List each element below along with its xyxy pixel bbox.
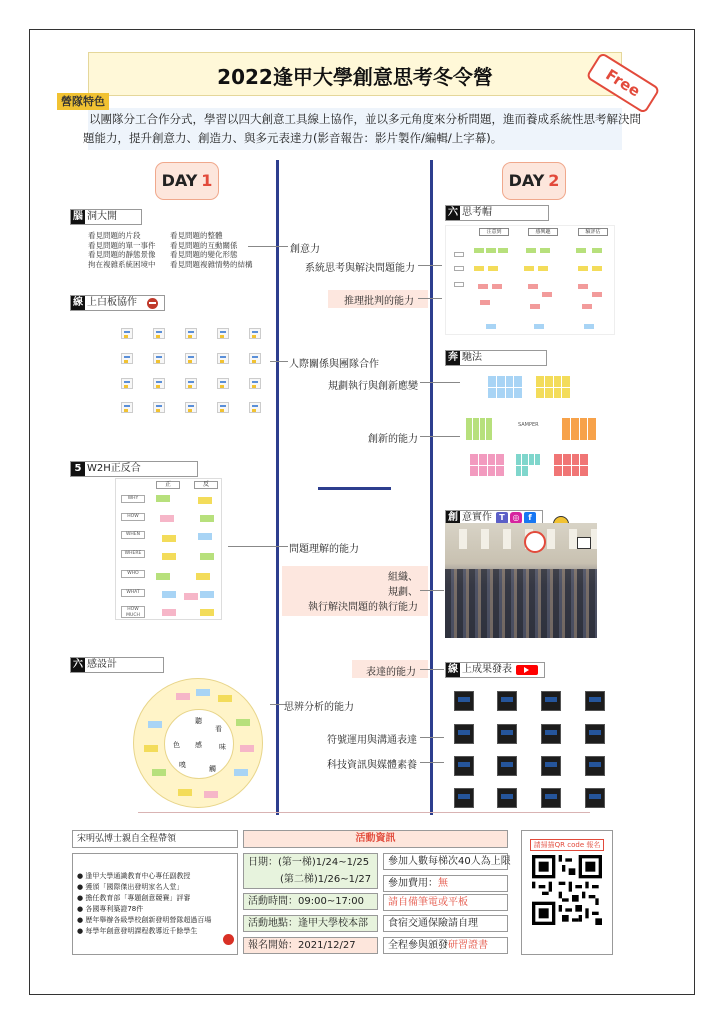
video-thumbnail[interactable] xyxy=(585,691,605,711)
skill-execution-line3: 執行解決問題的執行能力 xyxy=(308,602,418,613)
section-mark: 線 xyxy=(73,297,83,308)
sticky-note xyxy=(480,300,490,305)
connector-line xyxy=(418,265,442,266)
w2h-row-label: WHY xyxy=(121,495,145,503)
connector-line xyxy=(420,382,460,383)
six-senses-mandala xyxy=(133,678,263,808)
brainstorm-list xyxy=(88,231,270,269)
board-thumbnail xyxy=(249,402,261,413)
section-title: 上成果發表 xyxy=(462,664,512,675)
sticky-note xyxy=(156,573,170,580)
connector-line xyxy=(420,762,444,763)
section-mark: 六 xyxy=(448,207,458,218)
credential-text: 逢甲大學通識教育中心專任副教授 xyxy=(85,872,191,880)
video-thumbnail[interactable] xyxy=(585,788,605,808)
sticky-note xyxy=(498,248,508,253)
w2h-row-label: HOW xyxy=(121,513,145,521)
section-mark: 5 xyxy=(71,462,85,476)
fee-value: 無 xyxy=(438,878,448,889)
connector-line xyxy=(420,436,460,437)
section-six-senses xyxy=(70,657,164,673)
activity-certificate xyxy=(383,937,508,954)
video-thumbnail[interactable] xyxy=(541,788,561,808)
board-thumbnail xyxy=(249,353,261,364)
sticky-note xyxy=(184,593,198,600)
cert-prefix: 全程參與頒發 xyxy=(388,940,448,951)
sticky-note xyxy=(592,292,602,297)
day2-tag xyxy=(502,162,566,200)
day2-number: 2 xyxy=(548,171,560,190)
sticky-note xyxy=(234,769,248,776)
sense-label: 看 xyxy=(215,725,222,733)
center-dash xyxy=(318,487,391,490)
qr-label: 請掃描QR code 報名 xyxy=(530,839,604,851)
credential-item: ● 擔任教育部「專題創意競賽」評審 xyxy=(77,894,191,902)
instagram-icon: ◎ xyxy=(510,512,522,524)
sticky-cluster-teal xyxy=(516,454,540,476)
list-item: 看見問題複雜情勢的結構 xyxy=(170,259,253,269)
section-mark: 六 xyxy=(73,659,83,670)
sticky-note xyxy=(162,553,176,560)
facebook-icon: f xyxy=(524,512,536,524)
youtube-icon xyxy=(516,665,538,675)
sticky-note xyxy=(176,693,190,700)
skill-execution-line2: 規劃、 xyxy=(388,587,418,598)
feature-tag: 營隊特色 xyxy=(57,93,109,110)
w2h-row-label: WHEN xyxy=(121,531,145,539)
date-batch-2: (第二梯)1/26~1/27 xyxy=(280,874,372,885)
board-thumbnail xyxy=(185,402,197,413)
sticky-note xyxy=(196,689,210,696)
credential-item: ● 歷年舉辦各級學校創新發明營隊超過百場 xyxy=(77,916,212,924)
instructor-heading: 宋明弘博士親自全程帶領 xyxy=(72,830,238,848)
sticky-note xyxy=(486,324,496,329)
scamper-board xyxy=(462,372,612,482)
sticky-note xyxy=(488,266,498,271)
section-scamper xyxy=(445,350,547,366)
section-title: 上白板協作 xyxy=(87,297,137,308)
credential-item: ● 各國專利築證78件 xyxy=(77,905,144,913)
video-thumbnail[interactable] xyxy=(454,724,474,744)
fee-label: 參加費用： xyxy=(388,878,438,889)
activity-signup: 報名開始：2021/12/27 xyxy=(243,937,378,954)
video-thumbnail[interactable] xyxy=(497,724,517,744)
sense-label: 味 xyxy=(219,743,226,751)
w2h-row-label: HOW MUCH xyxy=(121,606,145,618)
activity-heading: 活動資訊 xyxy=(243,830,508,848)
sticky-note xyxy=(540,248,550,253)
board-thumbnail xyxy=(217,353,229,364)
video-thumbnail[interactable] xyxy=(497,788,517,808)
sticky-note xyxy=(592,266,602,271)
section-title: 思考帽 xyxy=(462,207,492,218)
credential-item: ● 逢甲大學通識教育中心專任副教授 xyxy=(77,872,191,880)
day2-label: DAY xyxy=(508,171,545,190)
board-thumbnail xyxy=(121,353,133,364)
apple-icon xyxy=(223,934,234,945)
section-online-presentation xyxy=(445,662,545,678)
list-item: 看見問題的片段 xyxy=(88,231,141,240)
sticky-note xyxy=(486,248,496,253)
feature-description: 以團隊分工合作分式，學習以四大創意工具線上協作，並以多元角度來分析問題，進而養成系統性思考解決問題能力，提升創意力、創造力、與多元表達力(影音報告：影片製作/編輯/上字幕)。 xyxy=(83,112,641,145)
sense-label: 觸 xyxy=(209,765,216,773)
video-thumbnail[interactable] xyxy=(585,756,605,776)
skill-media-literacy: 科技資訊與媒體素養 xyxy=(327,760,417,771)
board-thumbnail xyxy=(249,328,261,339)
board-thumbnail xyxy=(185,353,197,364)
connector-line xyxy=(270,361,288,362)
w2h-row-label: WHO xyxy=(121,570,145,578)
sticky-note xyxy=(592,248,602,253)
activity-transport: 食宿交通保險請自理 xyxy=(383,915,508,932)
board-thumbnail xyxy=(121,402,133,413)
sticky-note xyxy=(200,553,214,560)
free-badge: Free xyxy=(585,52,660,115)
teams-icon: T xyxy=(496,512,508,524)
board-thumbnail xyxy=(217,402,229,413)
video-thumbnail[interactable] xyxy=(497,691,517,711)
hat-column-header: 感興趣 xyxy=(528,228,558,236)
board-thumbnail xyxy=(153,328,165,339)
section-mark: 奔 xyxy=(448,352,458,363)
video-thumbnail[interactable] xyxy=(497,756,517,776)
sticky-note xyxy=(198,497,212,504)
sticky-note xyxy=(236,719,250,726)
activity-dates xyxy=(243,853,378,889)
board-thumbnail xyxy=(249,378,261,389)
list-item: 看見問題的單一事件 xyxy=(88,240,156,250)
sticky-note xyxy=(454,252,464,257)
hat-column-header: 注意到 xyxy=(479,228,509,236)
sense-label: 感 xyxy=(195,741,202,749)
list-item: 拘在複雜系統困境中 xyxy=(88,259,156,269)
skill-planning: 規劃執行與創新應變 xyxy=(328,381,418,392)
w2h-board xyxy=(115,478,222,620)
section-mark: 腦 xyxy=(73,211,83,222)
w2h-header: 反 xyxy=(194,481,218,489)
section-title: 感設計 xyxy=(87,659,117,670)
easel-icon xyxy=(577,537,591,549)
board-thumbnail xyxy=(121,328,133,339)
list-item: 看見問題的整體 xyxy=(170,231,223,240)
clock-icon xyxy=(524,531,546,553)
w2h-header: 正 xyxy=(156,481,180,489)
sticky-note xyxy=(454,266,464,271)
sticky-note xyxy=(492,284,502,289)
mandala-center xyxy=(164,709,234,779)
day1-label: DAY xyxy=(161,171,198,190)
credential-text: 每學年創意發明課程教導近千餘學生 xyxy=(85,927,198,935)
sticky-note xyxy=(162,609,176,616)
section-title: 洞大開 xyxy=(87,211,117,222)
section-six-hats xyxy=(445,205,549,221)
activity-fee xyxy=(383,875,508,892)
section-title: 意實作 xyxy=(462,512,492,523)
sticky-note xyxy=(578,284,588,289)
sticky-note xyxy=(524,266,534,271)
sticky-note xyxy=(148,721,162,728)
sticky-note xyxy=(578,266,588,271)
section-mark: 創 xyxy=(448,512,458,523)
sticky-note xyxy=(538,266,548,271)
skill-creativity: 創意力 xyxy=(290,244,320,255)
skill-teamwork: 人際關係與團隊合作 xyxy=(289,359,379,370)
sticky-note xyxy=(474,248,484,253)
skill-innovation: 創新的能力 xyxy=(368,434,418,445)
sticky-note xyxy=(162,591,176,598)
list-item: 看見問題的變化形態 xyxy=(170,250,238,259)
sticky-note xyxy=(160,515,174,522)
sticky-note xyxy=(582,304,592,309)
bottom-divider xyxy=(138,812,590,813)
skill-problem-understanding: 問題理解的能力 xyxy=(289,544,359,555)
activity-place: 活動地點：逢甲大學校本部 xyxy=(243,915,378,932)
connector-line xyxy=(228,546,288,547)
sticky-note xyxy=(534,324,544,329)
skill-critical-reasoning: 推理批判的能力 xyxy=(344,296,414,307)
sticky-note xyxy=(144,745,158,752)
credential-item: ● 每學年創意發明課程教導近千餘學生 xyxy=(77,927,198,935)
six-hats-board xyxy=(445,225,615,335)
sticky-note xyxy=(156,495,170,502)
cert-value: 研習證書 xyxy=(448,940,488,951)
skill-systems-thinking: 系統思考與解決問題能力 xyxy=(305,263,415,274)
activity-capacity: 參加人數每梯次40人為上限 xyxy=(383,853,508,870)
sticky-note xyxy=(200,515,214,522)
sticky-note xyxy=(526,248,536,253)
sticky-note xyxy=(178,789,192,796)
sticky-note xyxy=(528,284,538,289)
sense-label: 嗅 xyxy=(179,761,186,769)
sticky-note xyxy=(196,573,210,580)
video-thumbnail[interactable] xyxy=(541,724,561,744)
connector-line xyxy=(420,590,444,591)
date-batch-1: 日期：(第一梯)1/24~1/25 xyxy=(248,857,370,868)
board-thumbnail xyxy=(185,328,197,339)
day1-tag xyxy=(155,162,219,200)
credential-item: ● 獲頒「國際傑出發明家名人堂」 xyxy=(77,883,184,891)
board-thumbnail xyxy=(185,378,197,389)
column-divider-right xyxy=(430,160,433,815)
skill-execution-line1: 組織、 xyxy=(388,572,418,583)
sticky-cluster-blue xyxy=(488,376,522,398)
board-thumbnail xyxy=(217,378,229,389)
sticky-note xyxy=(530,304,540,309)
sticky-note xyxy=(240,745,254,752)
sticky-note xyxy=(162,535,176,542)
connector-line xyxy=(420,669,444,670)
sticky-note xyxy=(200,609,214,616)
video-thumbnail[interactable] xyxy=(541,691,561,711)
sticky-cluster-orange xyxy=(562,418,596,440)
connector-line xyxy=(418,298,442,299)
sticky-note xyxy=(576,248,586,253)
hat-column-header: 驗評估 xyxy=(578,228,608,236)
scamper-center: SAMPER xyxy=(518,422,539,428)
activity-device: 請自備筆電或平板 xyxy=(383,894,508,911)
video-thumbnail[interactable] xyxy=(541,756,561,776)
board-thumbnail xyxy=(153,353,165,364)
section-5w2h xyxy=(70,461,198,477)
sticky-cluster-yellow xyxy=(536,376,570,398)
sticky-note xyxy=(200,591,214,598)
board-thumbnail xyxy=(217,328,229,339)
credential-text: 獲頒「國際傑出發明家名人堂」 xyxy=(85,883,184,891)
credential-text: 各國專利築證78件 xyxy=(85,905,144,913)
sense-label: 色 xyxy=(173,741,180,749)
section-whiteboard xyxy=(70,295,165,311)
video-thumbnail[interactable] xyxy=(454,756,474,776)
video-thumbnail[interactable] xyxy=(454,788,474,808)
connector-line xyxy=(420,737,444,738)
classroom-photo xyxy=(445,523,597,638)
sticky-note xyxy=(204,791,218,798)
sticky-note xyxy=(152,769,166,776)
list-item: 看見問題的靜態景像 xyxy=(88,250,156,259)
no-icon xyxy=(147,298,158,309)
section-title: 馳法 xyxy=(462,352,482,363)
day1-number: 1 xyxy=(201,171,213,190)
sticky-cluster-green xyxy=(466,418,492,440)
sense-label: 聽 xyxy=(195,717,202,725)
instructor-credentials xyxy=(72,853,238,955)
section-title: W2H正反合 xyxy=(87,463,141,474)
w2h-row-label: WHAT xyxy=(121,589,145,597)
w2h-row-label: WHERE xyxy=(121,550,145,558)
credential-text: 歷年舉辦各級學校創新發明營隊超過百場 xyxy=(85,916,212,924)
connector-line xyxy=(248,246,288,247)
board-thumbnail xyxy=(153,378,165,389)
sticky-cluster-red xyxy=(554,454,588,476)
title-banner xyxy=(88,52,622,96)
video-thumbnail[interactable] xyxy=(585,724,605,744)
sticky-note xyxy=(542,292,552,297)
board-thumbnail xyxy=(153,402,165,413)
page-title: 2022逢甲大學創意思考冬令營 xyxy=(217,65,493,89)
activity-time: 活動時間：09:00~17:00 xyxy=(243,893,378,910)
qr-code[interactable] xyxy=(532,855,602,925)
skill-expression: 表達的能力 xyxy=(366,667,416,678)
skill-symbolic-communication: 符號運用與溝通表達 xyxy=(327,735,417,746)
sticky-note xyxy=(474,266,484,271)
list-item: 看見問題的互動關係 xyxy=(170,240,238,250)
section-brainstorm xyxy=(70,209,142,225)
skill-critical-analysis: 思辨分析的能力 xyxy=(284,702,354,713)
column-divider-left xyxy=(276,160,279,815)
sticky-cluster-pink xyxy=(470,454,504,476)
sticky-note xyxy=(198,533,212,540)
sticky-note xyxy=(454,282,464,287)
sticky-note xyxy=(218,695,232,702)
section-mark: 線 xyxy=(448,664,458,675)
sticky-note xyxy=(478,284,488,289)
credential-text: 擔任教育部「專題創意競賽」評審 xyxy=(85,894,191,902)
board-thumbnail xyxy=(121,378,133,389)
sticky-note xyxy=(584,324,594,329)
video-thumbnail[interactable] xyxy=(454,691,474,711)
